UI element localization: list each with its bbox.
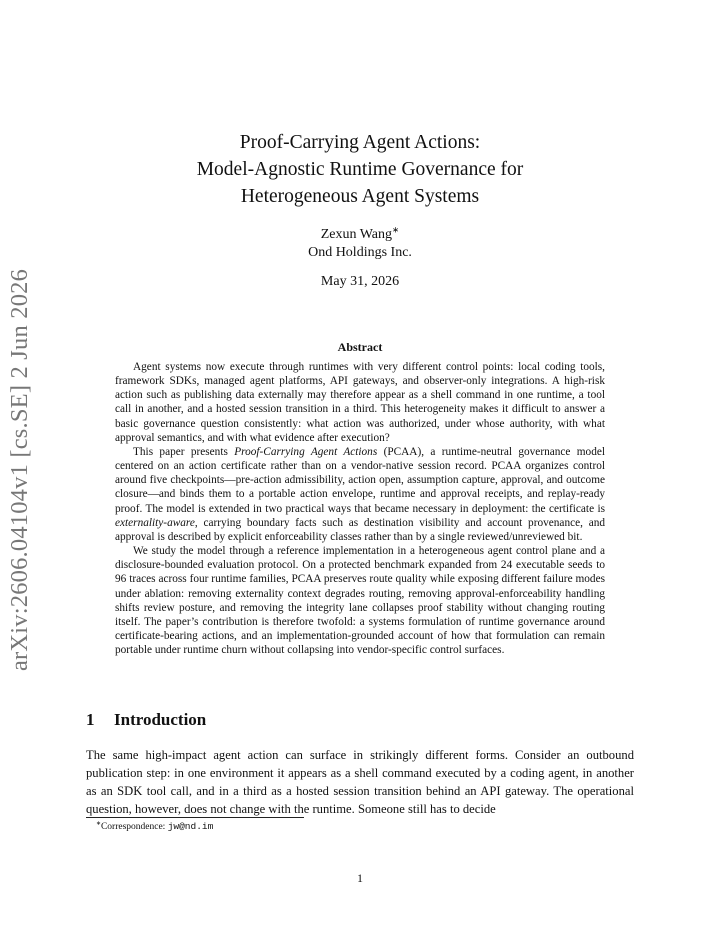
page-number: 1 [357,871,363,885]
abstract-text-run: , carrying boundary facts such as destination visibility and account provenance, and approval is described by explicit enforceability classes rather than by a single reviewed/unreviewed bit. [115,516,605,543]
section-title: Introduction [114,710,207,729]
author-name [160,226,560,244]
author-block [160,226,560,262]
section-number: 1 [86,710,95,729]
author-footnote-mark: ∗ [392,224,400,235]
paper-title [120,129,600,210]
abstract-emphasis: externality-aware [115,516,195,529]
paper-date: May 31, 2026 [320,274,400,289]
arxiv-identifier-text: arXiv:2606.04104v1 [cs.SE] 2 Jun 2026 [6,268,33,672]
abstract-body [115,360,605,657]
footnote-label: Correspondence: [100,822,168,832]
title-line: Proof-Carrying Agent Actions: [239,132,481,153]
arxiv-identifier-stamp [2,270,38,670]
abstract-heading: Abstract [337,340,383,354]
footnote-divider [86,817,304,818]
footnote-mark: ∗ [96,820,101,827]
title-line: Model-Agnostic Runtime Governance for [196,159,524,180]
abstract-paragraph: Agent systems now execute through runtimes with very different control points: local coding tools, framework SDKs, managed agent platforms, API gateways, and observer-only integrations. A high-risk action such as publishing data externally may therefore appear as a shell command in one runtime, a tool call in another, and a hosted session transition in a third. This heterogeneity makes it difficult to answer a basic governance question consistently: what action was authorized, under whose authority, with what approval semantics, and with what evidence after execution? [115,361,605,444]
abstract-paragraph [115,445,605,544]
introduction-paragraph: The same high-impact agent action can surface in strikingly different forms. Consider an outbound publication step: in one environment it appears as a shell command executed by a coding agent, in another as an SDK tool call, and in a third as a hosted session transition behind an API gateway. The operational question, however, does not change with the runtime. Someone still has to decide [86,748,634,817]
author-affiliation: Ond Holdings Inc. [308,245,412,260]
abstract-text-run: This paper presents [133,445,235,458]
section-heading [86,710,206,730]
abstract-text-run: (PCAA), a runtime-neutral governance model centered on an action certificate rather than on a vendor-native session record. PCAA organizes control around five checkpoints—pre-action admissibility, action open, assumption capture, approval, and outcome closure—and binds them to a portable action envelope, runtime and approval receipts, and replay-ready proof. The model is extended in two practical ways that became necessary in deployment: the certificate is [115,445,605,515]
abstract-emphasis: Proof-Carrying Agent Actions [234,445,378,458]
abstract-paragraph: We study the model through a reference implementation in a heterogeneous agent control plane and a disclosure-bounded evaluation protocol. On a protected benchmark expanded from 24 executable seeds to 96 traces across four runtime families, PCAA preserves route quality while exposing different failure modes under ablation: removing externality context degrades routing, removing approval-enforceability handling shifts review posture, and removing the integrity lane collapses proof stability without changing routing itself. The paper’s contribution is therefore twofold: a systems formulation of runtime governance around certificate-bearing actions, and an implementation-grounded account of how that formulation can remain portable under runtime churn without collapsing into vendor-specific control surfaces. [115,545,605,657]
title-line: Heterogeneous Agent Systems [240,186,480,207]
correspondence-email: jw@nd.im [167,821,214,832]
author-name-text: Zexun Wang [320,227,393,242]
footnote [96,821,213,832]
